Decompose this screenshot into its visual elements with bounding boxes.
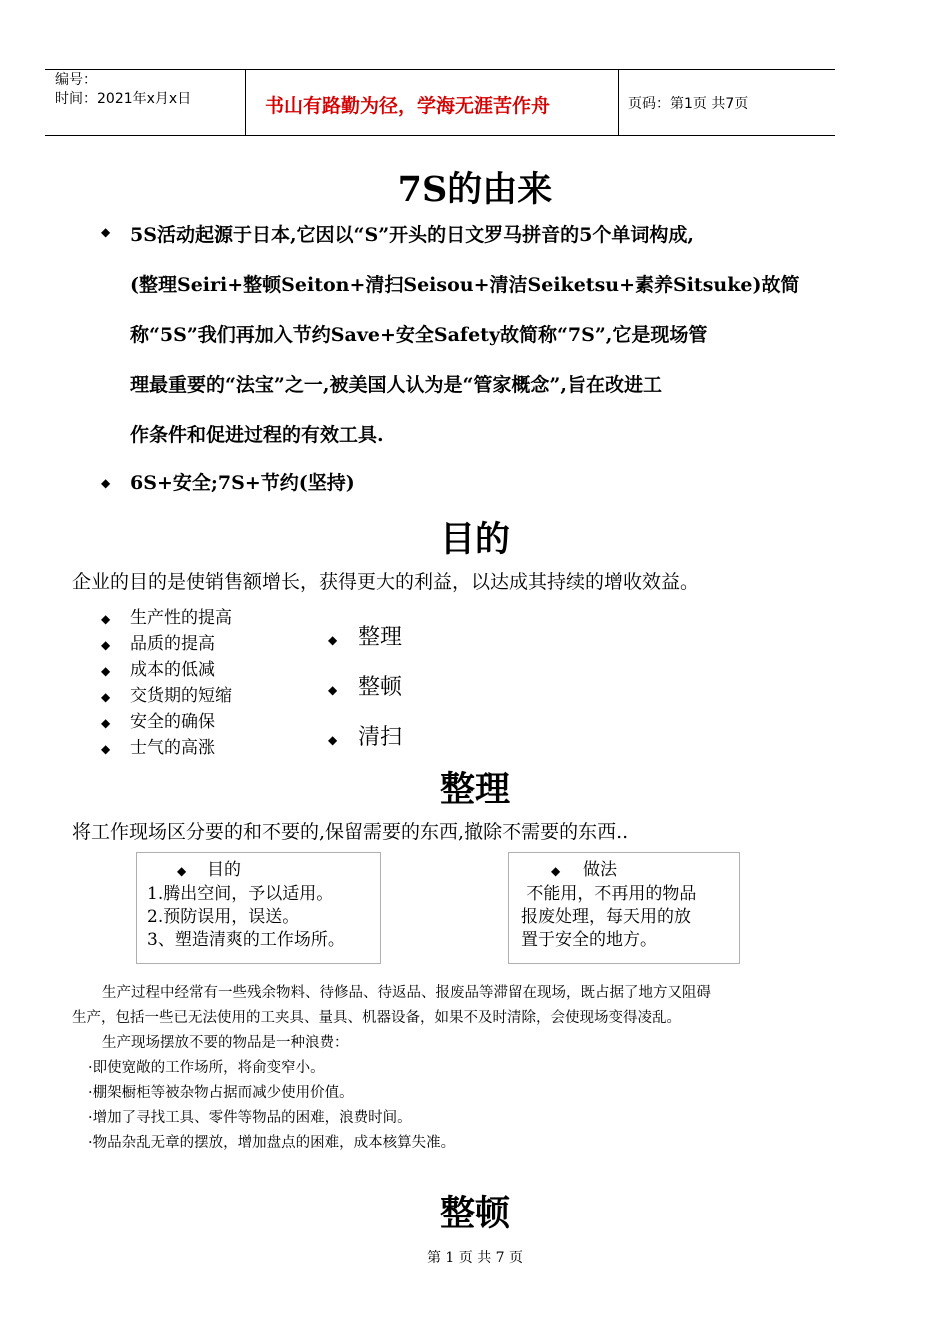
- box-line: 报废处理，每天用的放: [521, 907, 691, 927]
- origin-line: 作条件和促进过程的有效工具.: [130, 424, 384, 446]
- header-motto: 书山有路勤为径，学海无涯苦作舟: [265, 95, 551, 117]
- section-title-7s: 7S的由来: [397, 169, 553, 210]
- section-title-seiton: 整顿: [439, 1193, 510, 1234]
- list-item: ◆ 清扫: [328, 725, 403, 750]
- header-bottom-line: [45, 135, 835, 136]
- body-line: ·增加了寻找工具、零件等物品的困难，浪费时间。: [88, 1110, 412, 1126]
- diamond-bullet-icon: ◆: [177, 864, 187, 878]
- diamond-bullet-icon: ◆: [101, 716, 111, 730]
- origin-line: 称“5S”我们再加入节约Save+安全Safety故简称“7S”,它是现场管: [130, 324, 708, 346]
- body-line: 生产现场摆放不要的物品是一种浪费：: [102, 1035, 349, 1051]
- diamond-bullet-icon: ◆: [101, 225, 111, 239]
- list-item: ◆ 安全的确保: [101, 710, 232, 736]
- box-line: 1.腾出空间，予以适用。: [147, 884, 334, 904]
- box-heading: ◆ 目的: [147, 859, 380, 883]
- origin-line: 理最重要的“法宝”之一,被美国人认为是“管家概念”,旨在改进工: [130, 374, 662, 396]
- body-line: ·物品杂乱无章的摆放，增加盘点的困难，成本核算失准。: [88, 1135, 456, 1151]
- list-item: ◆ 交货期的短缩: [101, 684, 232, 710]
- origin-line: (整理Seiri+整顿Seiton+清扫Seisou+清洁Seiketsu+素养Sitsuke)故简: [130, 274, 800, 296]
- list-item: ◆ 生产性的提高: [101, 606, 232, 632]
- diamond-bullet-icon: ◆: [101, 612, 111, 626]
- header-number-label: 编号：: [55, 72, 97, 88]
- seiri-body: [72, 981, 812, 1156]
- header-top-line: [45, 69, 835, 70]
- diamond-bullet-icon: ◆: [551, 864, 561, 878]
- diamond-bullet-icon: ◆: [328, 633, 338, 647]
- box-heading: ◆ 做法: [521, 859, 739, 883]
- diamond-bullet-icon: ◆: [101, 638, 111, 652]
- extension-bullet: 6S+安全;7S+节约(坚持): [130, 472, 355, 494]
- box-line: 3、塑造清爽的工作场所。: [147, 930, 345, 950]
- list-item: ◆ 整理: [328, 625, 403, 650]
- diamond-bullet-icon: ◆: [101, 690, 111, 704]
- purpose-right-list: [328, 620, 402, 770]
- body-line: ·即使宽敞的工作场所，将俞变窄小。: [88, 1060, 325, 1076]
- seiri-method-box: [508, 852, 740, 964]
- seiri-purpose-box: [136, 852, 381, 964]
- seiri-intro: 将工作现场区分要的和不要的,保留需要的东西,撤除不需要的东西..: [72, 821, 629, 843]
- page-footer: 第 1 页 共 7 页: [426, 1250, 524, 1266]
- list-item: ◆ 品质的提高: [101, 632, 232, 658]
- list-item: ◆ 成本的低减: [101, 658, 232, 684]
- header-divider-1: [245, 69, 246, 136]
- diamond-bullet-icon: ◆: [328, 683, 338, 697]
- section-title-purpose: 目的: [439, 519, 510, 560]
- purpose-intro: 企业的目的是使销售额增长，获得更大的利益，以达成其持续的增收效益。: [72, 571, 700, 593]
- diamond-bullet-icon: ◆: [101, 476, 111, 490]
- header-time-label: 时间：2021年x月x日: [55, 91, 192, 107]
- list-item: ◆ 士气的高涨: [101, 736, 232, 762]
- header-divider-2: [618, 69, 619, 136]
- section-title-seiri: 整理: [439, 769, 510, 810]
- box-line: 2.预防误用，误送。: [147, 907, 300, 927]
- header-page-label: 页码：第1页 共7页: [628, 96, 749, 112]
- body-line: 生产过程中经常有一些残余物料、待修品、待返品、报废品等滞留在现场，既占据了地方又阻碍: [102, 985, 711, 1001]
- box-line: 不能用，不再用的物品: [521, 884, 697, 904]
- purpose-left-list: [101, 606, 232, 762]
- diamond-bullet-icon: ◆: [101, 742, 111, 756]
- diamond-bullet-icon: ◆: [328, 733, 338, 747]
- origin-paragraph: [130, 210, 820, 460]
- diamond-bullet-icon: ◆: [101, 664, 111, 678]
- body-line: ·棚架橱柜等被杂物占据而减少使用价值。: [88, 1085, 354, 1101]
- body-line: 生产，包括一些已无法使用的工夹具、量具、机器设备，如果不及时清除，会使现场变得凌乱。: [72, 1010, 681, 1026]
- list-item: ◆ 整顿: [328, 675, 403, 700]
- origin-line: 5S活动起源于日本,它因以“S”开头的日文罗马拼音的5个单词构成,: [130, 224, 694, 246]
- box-line: 置于安全的地方。: [521, 930, 657, 950]
